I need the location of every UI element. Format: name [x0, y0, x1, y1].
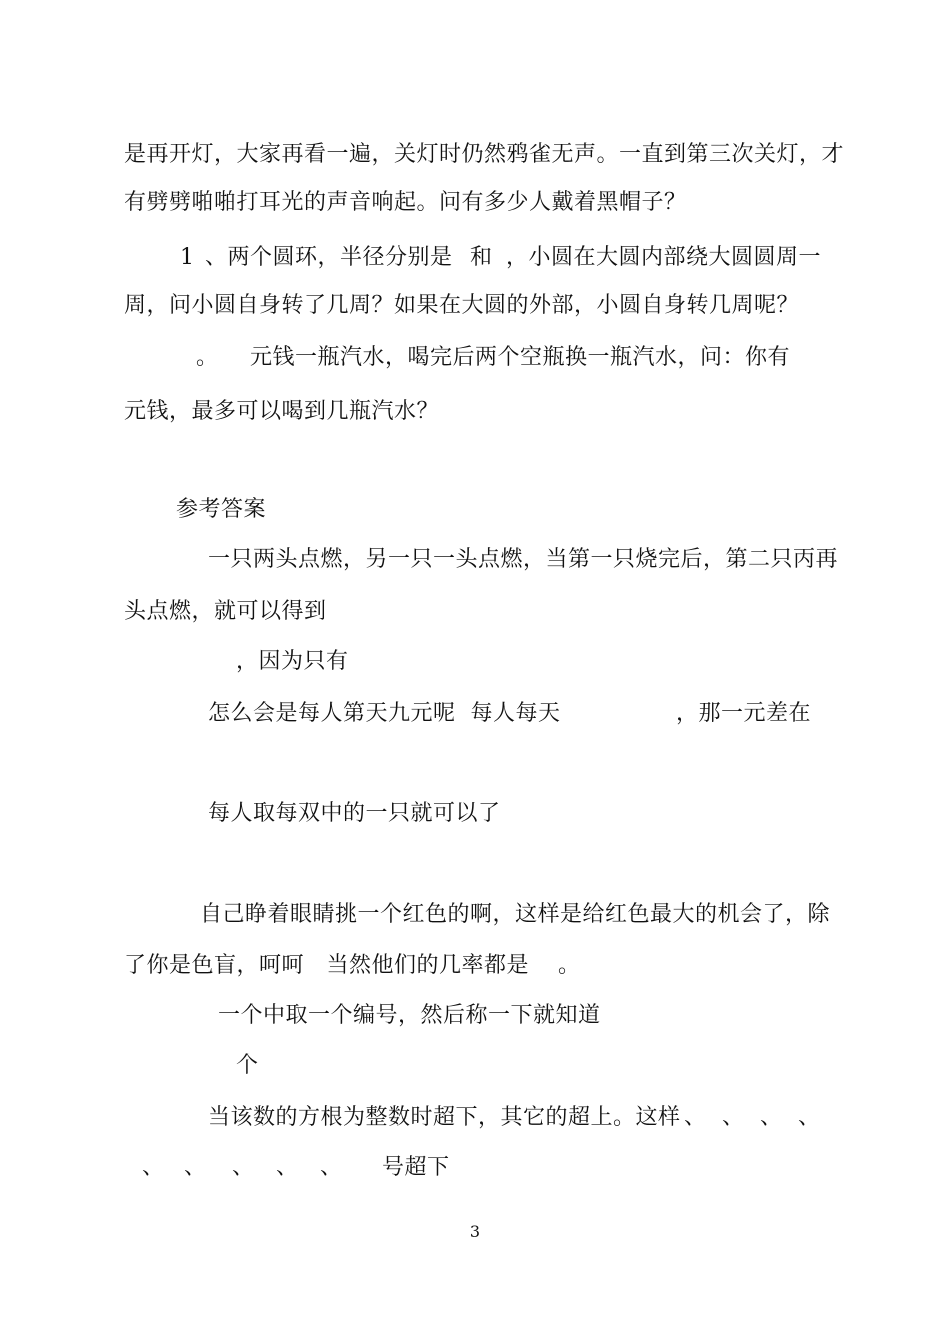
problem-soda-line-1: 元钱一瓶汽水，喝完后两个空瓶换一瓶汽水，问：你有 — [250, 345, 791, 370]
problem-circle-and: 和 — [470, 245, 493, 270]
answer-sqrt-comma: 、 — [760, 1105, 783, 1130]
problem-circle-number: 1 — [180, 245, 195, 270]
problem-soda-dot: 。 — [196, 345, 219, 370]
answer-sqrt-comma: 、 — [184, 1155, 207, 1180]
problem-soda-line-2: 元钱，最多可以喝到几瓶汽水？ — [124, 399, 440, 424]
page-number: 3 — [469, 1222, 481, 1241]
answer-candle-line-2: 头点燃，就可以得到 — [124, 599, 327, 624]
answer-sqrt-comma: 、 — [276, 1155, 299, 1180]
problem-circle-line-1: 、两个圆环，半径分别是 — [205, 245, 453, 270]
answer-red-line-1: 自己睁着眼睛挑一个红色的啊，这样是给红色最大的机会了，除 — [200, 902, 831, 927]
answer-hotel-left: 怎么会是每人第天九元呢 每人每天 — [208, 701, 561, 726]
answer-sqrt-comma: 、 — [684, 1105, 707, 1130]
answer-red-line-2: 了你是色盲，呵呵 当然他们的几率都是 — [124, 953, 529, 978]
answer-weigh: 一个中取一个编号，然后称一下就知道 — [218, 1003, 601, 1028]
answer-sqrt-comma: 、 — [142, 1155, 165, 1180]
problem-continued-line-1: 是再开灯，大家再看一遍，关灯时仍然鸦雀无声。一直到第三次关灯，才 — [124, 142, 845, 167]
answer-red-dot: 。 — [558, 953, 581, 978]
answer-sqrt-line-1: 当该数的方根为整数时超下，其它的超上。这样 — [208, 1105, 681, 1130]
problem-continued-line-2: 有劈劈啪啪打耳光的声音响起。问有多少人戴着黑帽子？ — [124, 190, 687, 215]
answer-socks: 每人取每双中的一只就可以了 — [208, 801, 501, 826]
answers-heading: 参考答案 — [176, 497, 267, 522]
answer-sqrt-tail: 号超下 — [382, 1155, 450, 1180]
answer-sqrt-comma: 、 — [722, 1105, 745, 1130]
answer-sqrt-comma: 、 — [232, 1155, 255, 1180]
problem-circle-line-1b: ，小圆在大圆内部绕大圆圆周一 — [506, 245, 822, 270]
problem-circle-line-2: 周，问小圆自身转了几周？如果在大圆的外部，小圆自身转几周呢？ — [124, 293, 800, 318]
answer-sqrt-comma: 、 — [798, 1105, 821, 1130]
answer-count: 个 — [236, 1053, 259, 1078]
answer-sqrt-comma: 、 — [320, 1155, 343, 1180]
answer-candle-line-1: 一只两头点燃，另一只一头点燃，当第一只烧完后，第二只丙再 — [208, 547, 839, 572]
answer-because: ，因为只有 — [236, 649, 349, 674]
answer-hotel-right: ，那一元差在 — [676, 701, 812, 726]
